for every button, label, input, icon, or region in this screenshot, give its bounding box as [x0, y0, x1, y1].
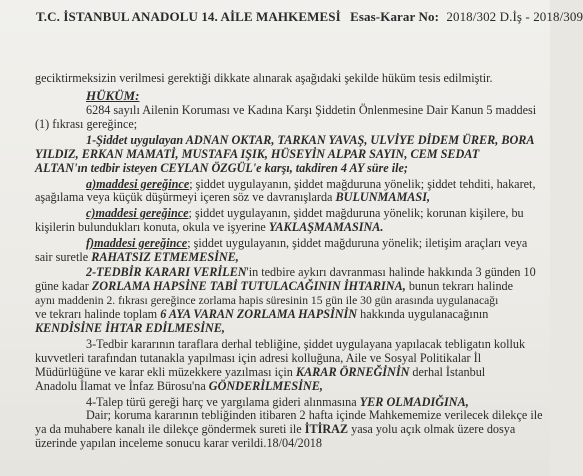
item-2-line-3: aynı maddenin 2. fıkrası gereğince zorlama hapis süresinin 15 gün ile 30 gün arasında uygulanacağı: [35, 294, 499, 308]
case-number-label: Esas-Karar No:: [350, 9, 440, 24]
respondents-names: ADNAN OKTAR, TARKAN YAVAŞ, ULVİYE DİDEM ÜRER, BORA: [185, 132, 535, 147]
closing-line-2: ya da muhabere kanalı ile dilekçe göndermek sureti ile İTİRAZ yasa yolu açık olmak üzere dosya: [35, 422, 516, 437]
item-f-line-1: f)maddesi gereğince; şiddet uygulayanın, şiddet mağduruna yönelik; iletişim araçları veya: [86, 235, 528, 250]
court-name: T.C. İSTANBUL ANADOLU 14. AİLE MAHKEMESİ: [36, 9, 341, 24]
item-2-line-5: KENDİSİNE İHTAR EDİLMESİNE,: [35, 321, 225, 336]
item-2-prefix: 2-TEDBİR KARARI VERİLEN: [86, 265, 247, 280]
item-2-line-2: güne kadar ZORLAMA HAPSİNE TABİ TUTULACAĞININ İHTARINA, bunun tekrarı halinde: [35, 279, 514, 294]
item-2-emphasis-1: ZORLAMA HAPSİNE TABİ TUTULACAĞININ İHTARINA,: [91, 279, 406, 294]
item-1-prefix: 1-Şiddet uygulayan: [86, 132, 186, 147]
hukum-heading: HÜKÜM:: [86, 87, 140, 103]
item-1-line-2: YILDIZ, ERKAN MAMATİ, MUSTAFA IŞIK, HÜSEYİN ALPAR SAYIN, CEM SEDAT: [35, 146, 480, 161]
item-3-line-2: kuvvetleri tarafından tutanakla yapılması için adresi kolluğuna, Aile ve Sosyal Politikalar İl: [35, 350, 482, 365]
closing-line-1: Dair; koruma kararının tebliğinden itibaren 2 hafta içinde Mahkememize verilecek dilekçe ile: [86, 408, 543, 423]
item-3-line-4: Anadolu İlamat ve İnfaz Bürosu'na GÖNDERİLMESİNE,: [35, 378, 323, 393]
case-numbers: 2018/302 D.İş - 2018/309: [446, 9, 583, 24]
item-2-emphasis-2: 6 AYA VARAN ZORLAMA HAPSİNİN: [160, 307, 358, 322]
item-c-emphasis: YAKLAŞMAMASINA.: [268, 220, 384, 235]
item-a-emphasis: BULUNMAMASI,: [335, 190, 430, 205]
item-a-line-2: aşağılama veya küçük düşürmeyi içeren söz ve davranışlarda BULUNMAMASI,: [35, 190, 430, 205]
objection-emphasis: İTİRAZ: [304, 422, 349, 437]
item-4-line: 4-Talep türü gereği harç ve yargılama gideri alınmasına YER OLMADIĞINA,: [86, 394, 469, 409]
item-2-line-1: 2-TEDBİR KARARI VERİLEN'in tedbire aykırı davranması halinde hakkında 3 günden 10: [86, 265, 536, 280]
document-header: [36, 9, 583, 24]
item-c-line-2: kişilerin bulundukları konuta, okula ve işyerine YAKLAŞMAMASINA.: [35, 220, 384, 235]
item-f-label: f)maddesi gereğince: [86, 235, 188, 250]
closing-line-3: üzerinde yapılan inceleme sonucu karar verildi.18/04/2018: [35, 436, 322, 451]
item-2-line-4: ve tekrarı halinde toplam 6 AYA VARAN ZORLAMA HAPSİNİN hakkında uygulanacağının: [35, 307, 489, 322]
intro-line: geciktirmeksizin verilmesi gerektiği dikkate alınarak aşağıdaki şekilde hüküm tesis edilmiştir.: [35, 71, 493, 85]
item-3-line-1: 3-Tedbir kararının taraflara derhal tebliğine, şiddet uygulayana yapılacak tebligatın kolluk: [86, 336, 526, 351]
item-3-line-3: Müdürlüğüne ve karar ekli müzekkere yazılması için KARAR ÖRNEĞİNİN derhal İstanbul: [35, 364, 486, 379]
law-reference-line-1: 6284 sayılı Ailenin Koruması ve Kadına Karşı Şiddetin Önlenmesine Dair Kanun 5 maddesi: [86, 103, 537, 118]
item-1-line-3: ALTAN'ın tedbir isteyen CEYLAN ÖZGÜL'e karşı, takdiren 4 AY süre ile;: [35, 160, 408, 175]
item-4-emphasis: YER OLMADIĞINA,: [359, 394, 469, 409]
item-c-label: c)maddesi gereğince: [86, 206, 189, 221]
item-a-line-1: a)maddesi gereğince; şiddet uygulayanın, şiddet mağduruna yönelik; şiddet tehditi, hakaret,: [86, 176, 536, 191]
item-f-emphasis: RAHATSIZ ETMEMESİNE,: [91, 249, 239, 264]
item-c-line-1: c)maddesi gereğince; şiddet uygulayanın, şiddet mağduruna yönelik; korunan kişilere, bu: [86, 206, 524, 221]
item-1-line-1: [86, 133, 535, 148]
item-3-emphasis-1: KARAR ÖRNEĞİNİN: [295, 364, 410, 379]
item-f-line-2: sair suretle RAHATSIZ ETMEMESİNE,: [35, 249, 239, 264]
law-reference-line-2: (1) fıkrası gereğince;: [35, 117, 138, 132]
item-3-emphasis-2: GÖNDERİLMESİNE,: [208, 378, 323, 393]
item-a-label: a)maddesi gereğince: [86, 176, 190, 191]
